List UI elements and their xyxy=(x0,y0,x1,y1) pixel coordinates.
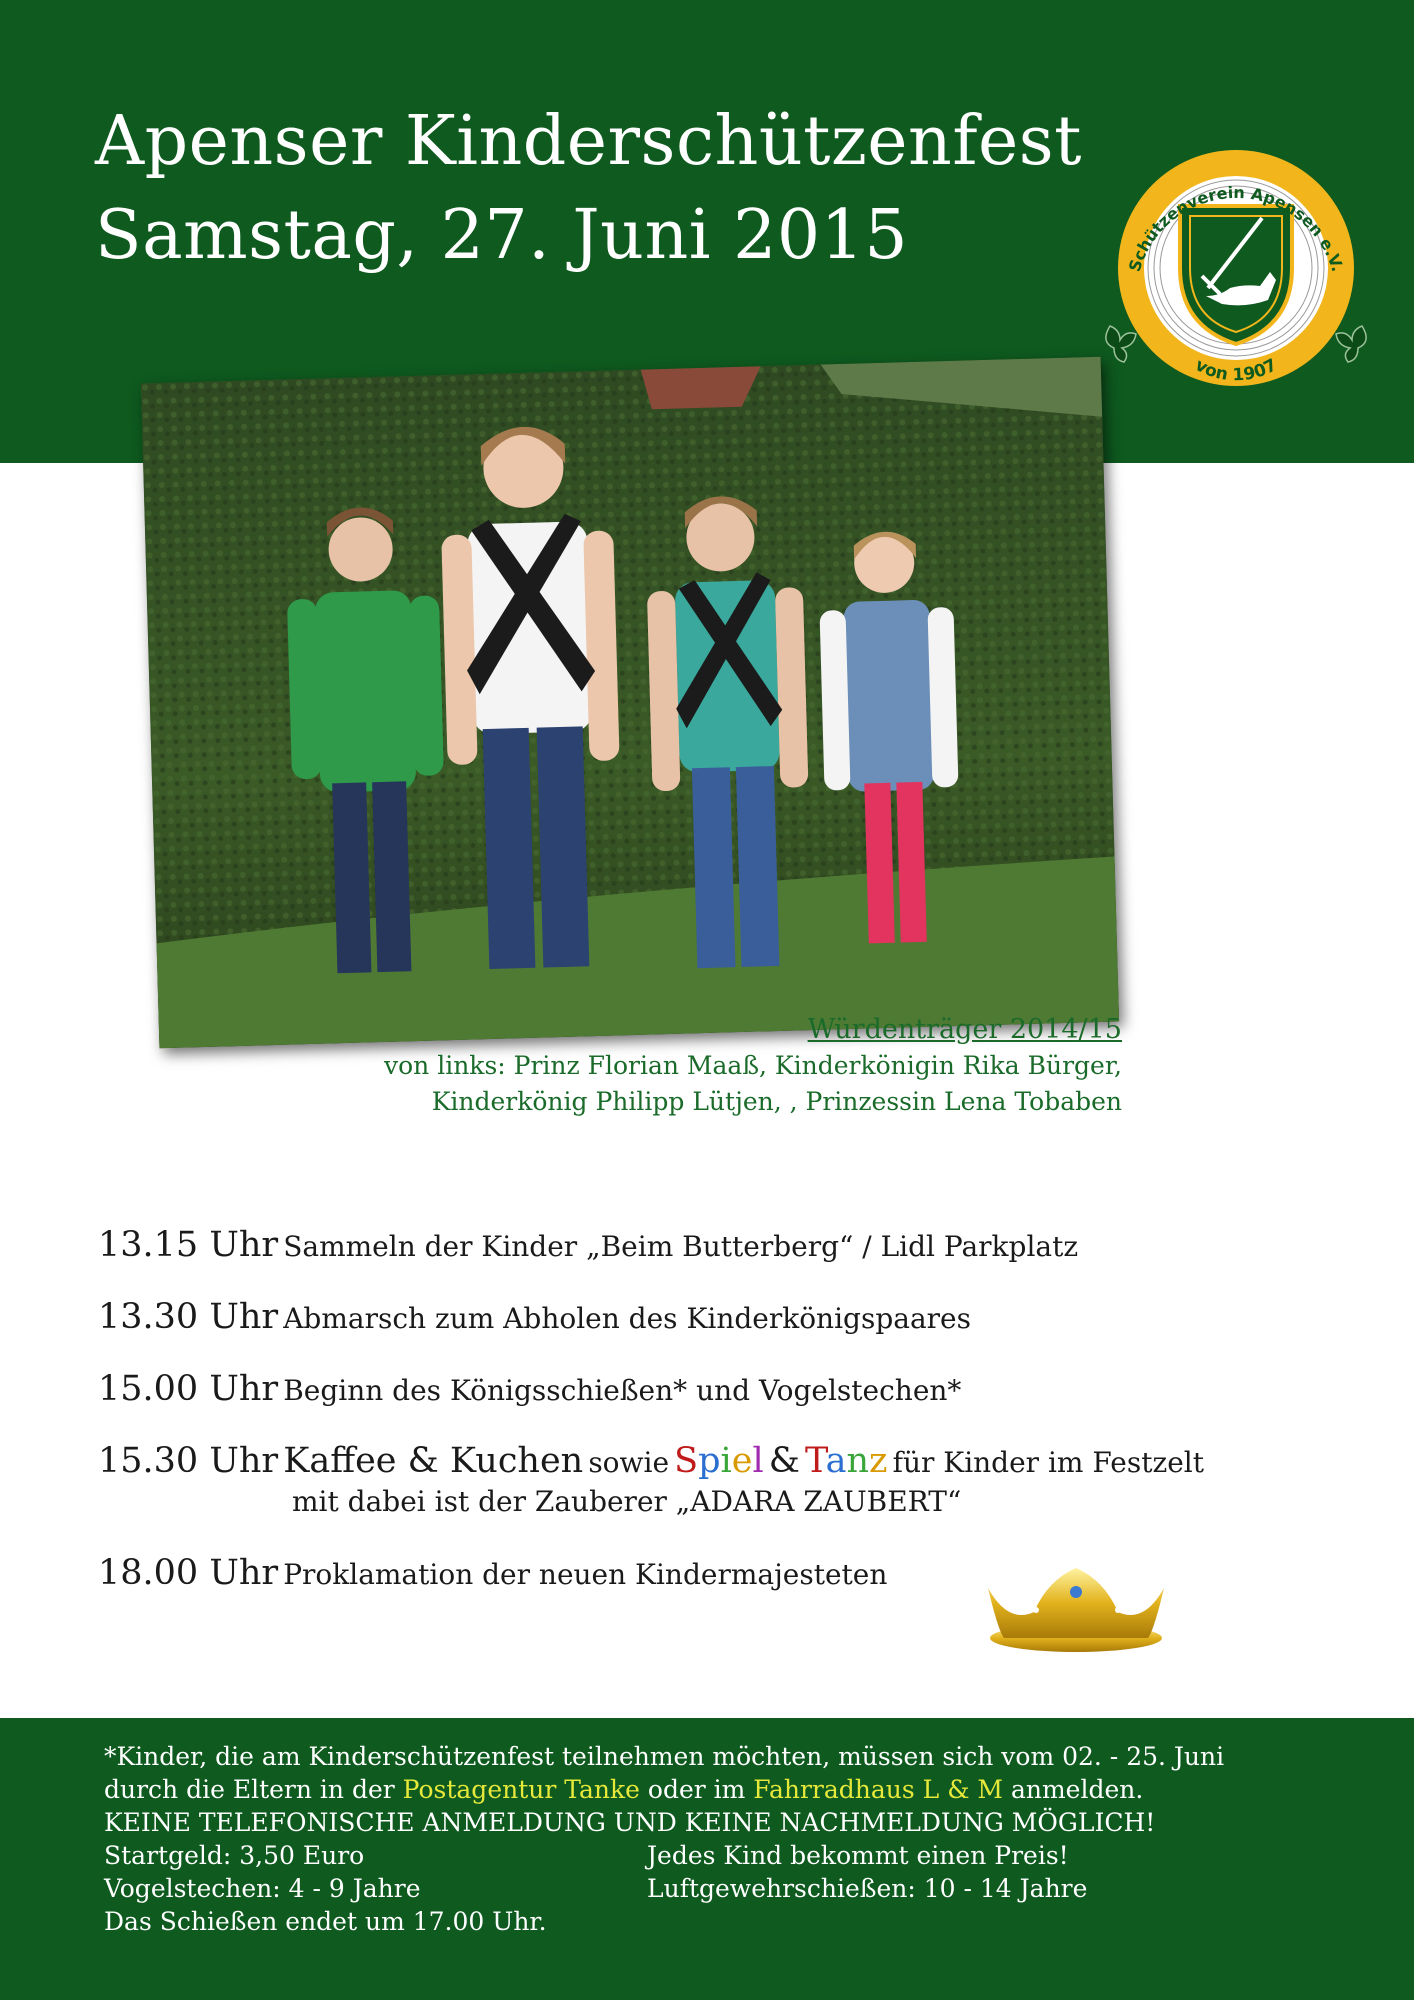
crown-icon xyxy=(978,1560,1174,1656)
footer-line-2: durch die Eltern in der Postagentur Tanke oder im Fahrradhaus L & M anmelden. xyxy=(104,1775,1144,1804)
schedule-item xyxy=(98,1225,1358,1297)
schedule-desc: Abmarsch zum Abholen des Kinderkönigspaares xyxy=(283,1302,971,1335)
logo-year-text: von 1907 xyxy=(1191,355,1281,386)
startgeld: Startgeld: 3,50 Euro xyxy=(104,1841,365,1870)
page-title xyxy=(95,95,1082,283)
schedule-desc: Beginn des Königsschießen* und Vogelstechen* xyxy=(283,1374,962,1407)
postagentur-link-text: Postagentur Tanke xyxy=(402,1775,640,1804)
club-logo xyxy=(1096,148,1376,428)
photo-caption xyxy=(384,1012,1122,1120)
title-line-1: Apenser Kinderschützenfest xyxy=(95,102,1082,181)
footer-line-1: *Kinder, die am Kinderschützenfest teilnehmen möchten, müssen sich vom 02. - 25. Juni xyxy=(104,1742,1225,1771)
schedule-time: 15.30 Uhr xyxy=(98,1441,279,1481)
schedule-time: 15.00 Uhr xyxy=(98,1369,279,1409)
caption-line-1: von links: Prinz Florian Maaß, Kinderkönigin Rika Bürger, xyxy=(383,1051,1122,1080)
schedule-item xyxy=(98,1297,1358,1369)
fahrradhaus-link-text: Fahrradhaus L & M xyxy=(753,1775,1003,1804)
schedule-highlight: Kaffee & Kuchen xyxy=(283,1441,584,1481)
tanz-word: Tanz xyxy=(804,1441,888,1481)
schiessen-ende: Das Schießen endet um 17.00 Uhr. xyxy=(104,1907,547,1936)
ampersand: & xyxy=(768,1441,800,1481)
spiel-word: Spiel xyxy=(674,1441,764,1481)
schedule-time: 13.15 Uhr xyxy=(98,1225,279,1265)
title-line-2: Samstag, 27. Juni 2015 xyxy=(95,196,909,275)
vogelstechen-age: Vogelstechen: 4 - 9 Jahre xyxy=(104,1874,421,1903)
caption-title: Würdenträger 2014/15 xyxy=(807,1014,1122,1045)
schedule-subline: mit dabei ist der Zauberer „ADARA ZAUBERT“ xyxy=(292,1485,962,1518)
footer-line-3: KEINE TELEFONISCHE ANMELDUNG UND KEINE NACHMELDUNG MÖGLICH! xyxy=(104,1808,1156,1837)
footer-banner xyxy=(0,1718,1414,2000)
luftgewehr-age: Luftgewehrschießen: 10 - 14 Jahre xyxy=(647,1874,1088,1903)
group-photo xyxy=(141,357,1119,1049)
logo-ring-text: Schützenverein Apensen e.V. xyxy=(1124,182,1348,274)
schedule-desc: für Kinder im Festzelt xyxy=(892,1446,1204,1479)
schedule-desc: Proklamation der neuen Kindermajesteten xyxy=(283,1558,888,1591)
schedule-time: 13.30 Uhr xyxy=(98,1297,279,1337)
preis-info: Jedes Kind bekommt einen Preis! xyxy=(647,1841,1069,1870)
schedule-desc: sowie xyxy=(588,1446,670,1479)
schedule-item xyxy=(98,1369,1358,1441)
schedule-time: 18.00 Uhr xyxy=(98,1553,279,1593)
caption-line-2: Kinderkönig Philipp Lütjen, , Prinzessin Lena Tobaben xyxy=(431,1087,1122,1116)
schedule-desc: Sammeln der Kinder „Beim Butterberg“ / Lidl Parkplatz xyxy=(283,1230,1079,1263)
schedule-item xyxy=(98,1441,1358,1553)
